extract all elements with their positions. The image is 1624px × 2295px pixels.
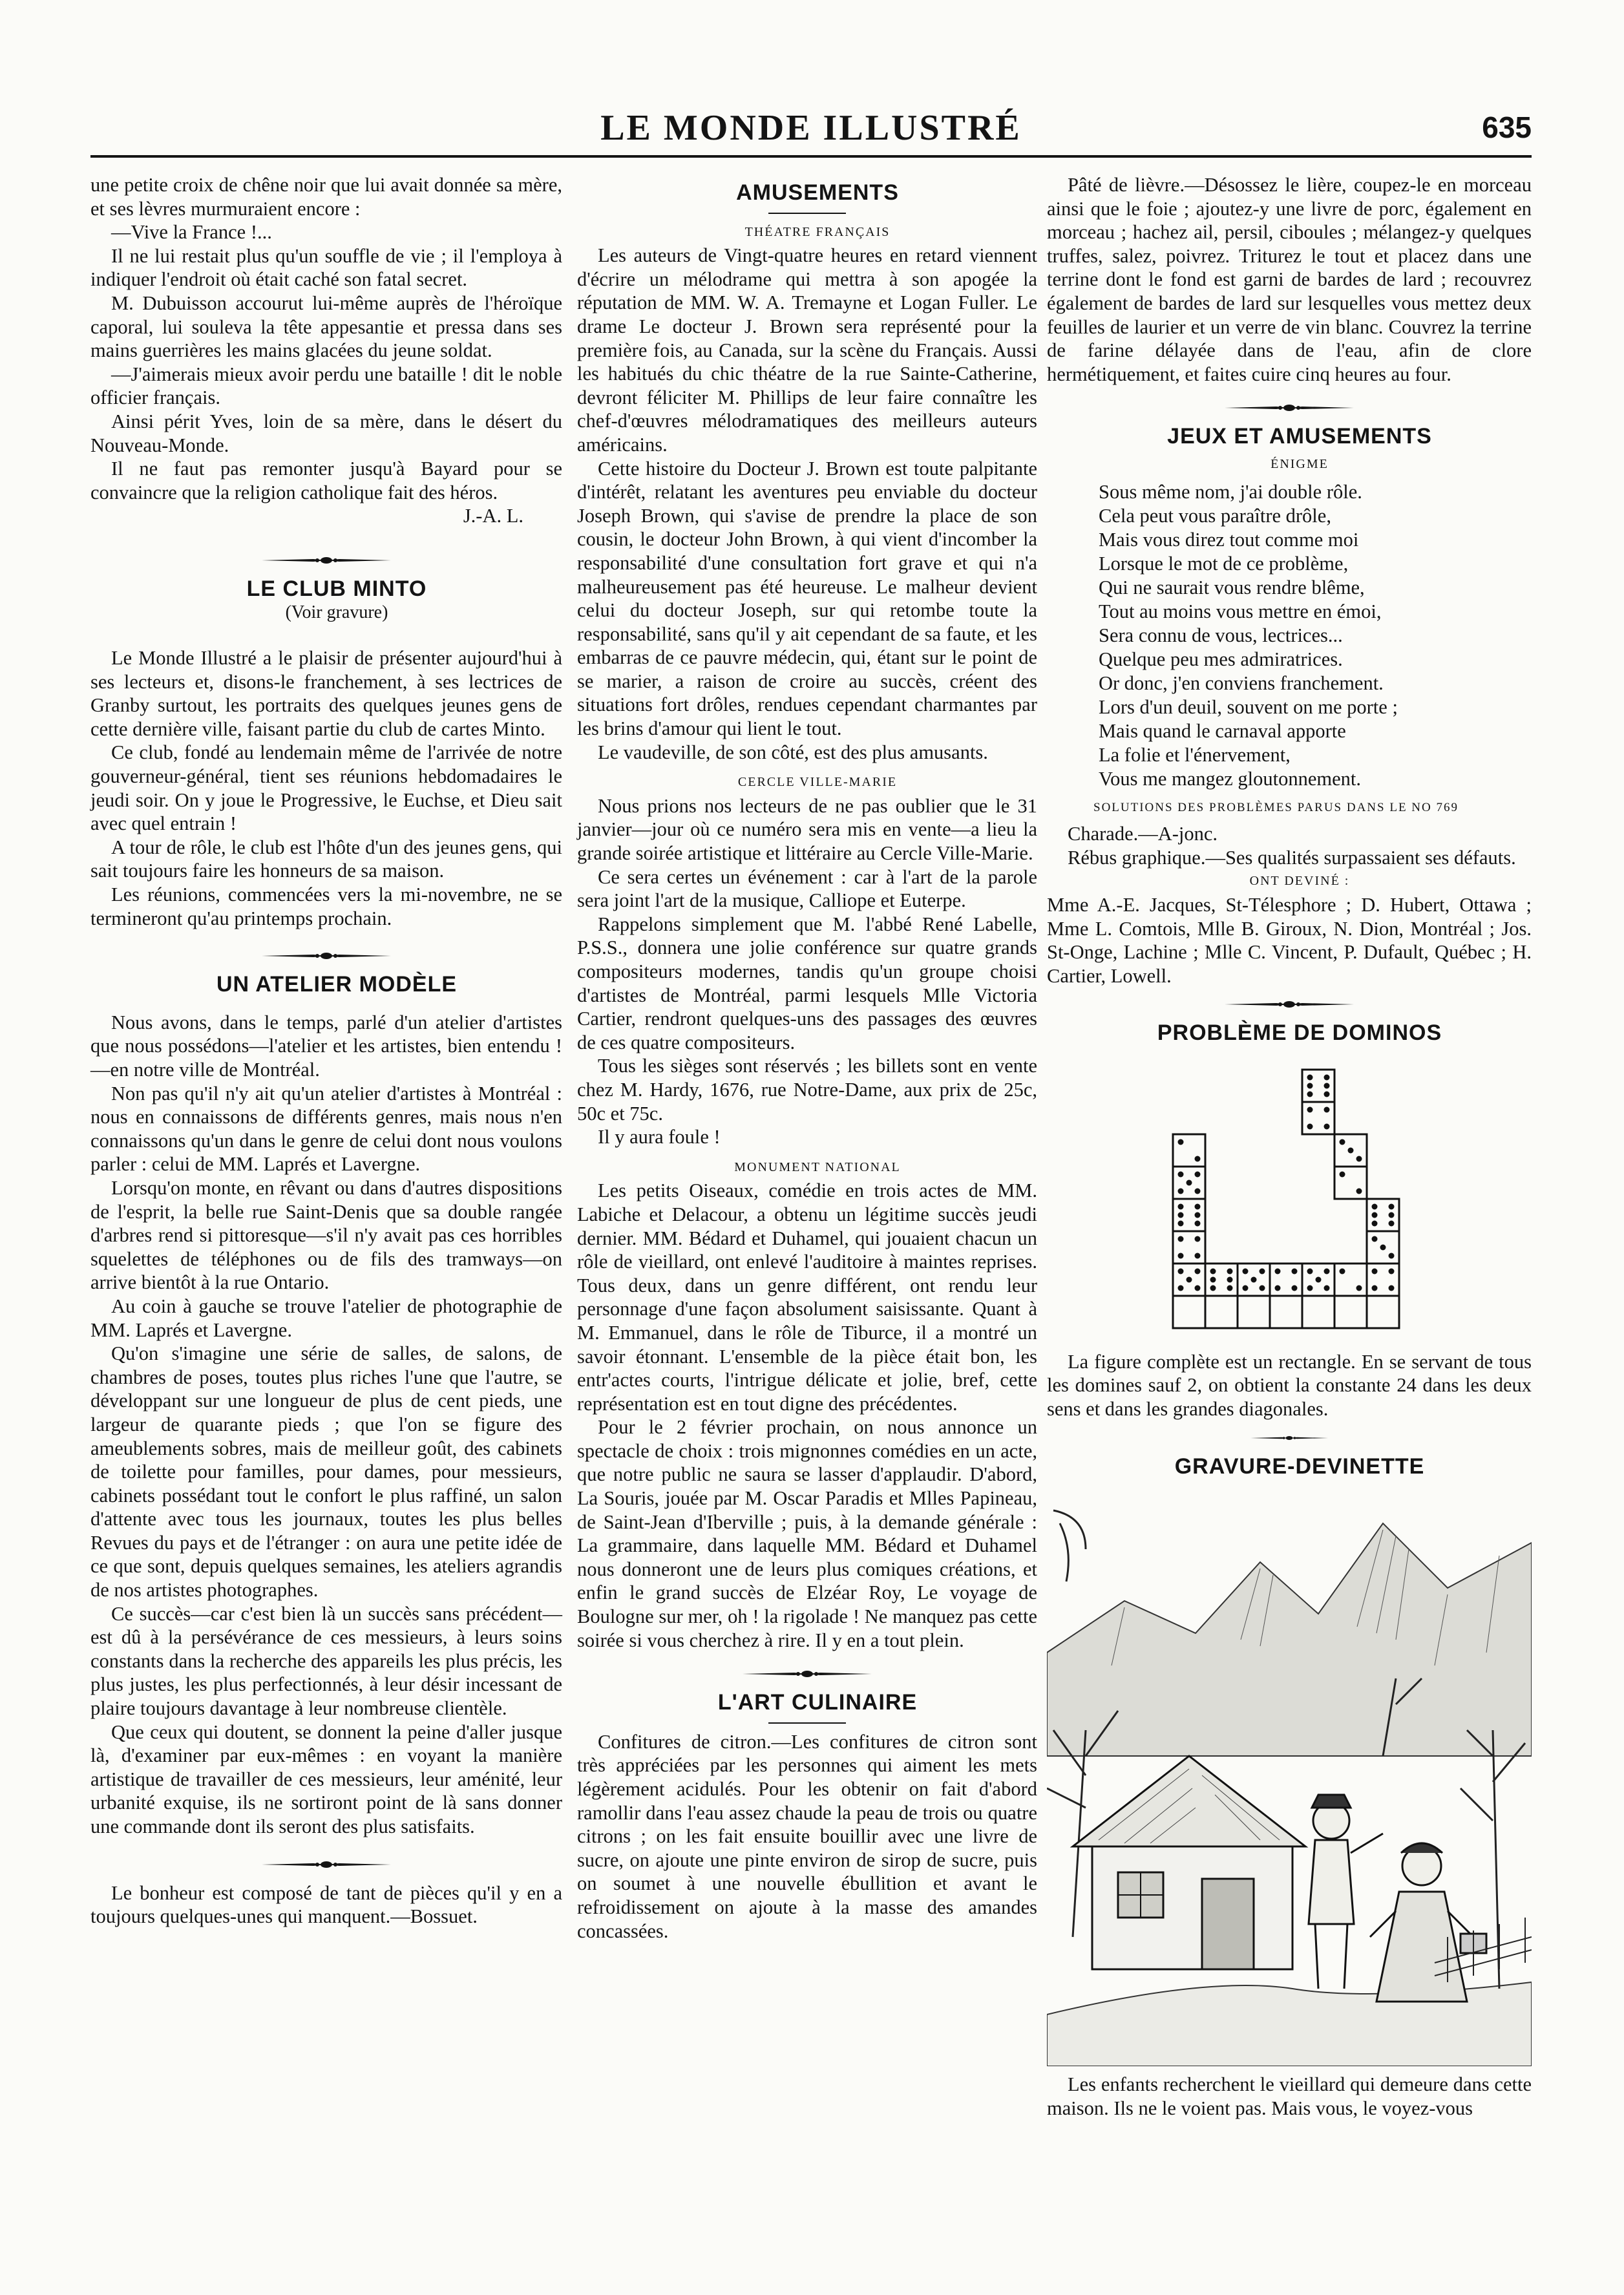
dominos-explanation: La figure complète est un rectangle. En se servant de tous les domines sauf 2, on obtient la constante 24 dans les deux sens et dans les grandes diagonales. bbox=[1047, 1350, 1532, 1421]
domino-pip bbox=[1195, 1171, 1201, 1177]
paragraph: M. Dubuisson accourut lui-même auprès de l'héroïque caporal, lui souleva la tête appesantie et pressa dans ses mains guerrières les mains glacées du jeune soldat. bbox=[90, 291, 562, 362]
poem-line: Lors d'un deuil, souvent on me porte ; bbox=[1099, 695, 1398, 718]
domino-pip bbox=[1340, 1171, 1345, 1177]
paragraph: Tous les sièges sont réservés ; les billets sont en vente chez M. Hardy, 1676, rue Notre-Dame, aux prix de 25c, 50c et 75c. bbox=[577, 1055, 1037, 1125]
paragraph: Ce succès—car c'est bien là un succès sans précédent—est dû à la persévérance de ces messieurs, à leurs soins constants dans la recherche des appareils les plus précis, les plus justes, les plus perfectionnés, à leur désir incessant de plaire toujours davantage à leur nombreuse clientèle. bbox=[90, 1602, 562, 1720]
domino-cell bbox=[1302, 1102, 1334, 1134]
domino-pip bbox=[1389, 1220, 1395, 1226]
paragraph: —Vive la France !... bbox=[111, 221, 272, 244]
subheading-theatre-francais: THÉATRE FRANÇAIS bbox=[744, 224, 891, 239]
paragraph: Les réunions, commencées vers la mi-novembre, ne se termineront qu'au printemps prochain. bbox=[90, 883, 562, 929]
domino-pip bbox=[1389, 1253, 1395, 1258]
domino-pip bbox=[1210, 1276, 1216, 1282]
paragraph: Pour le 2 février prochain, on nous annonce un spectacle de choix : trois mignonnes comédies en un acte, que notre public ne saura se lasser d'applaudir. D'abord, La Souris, jouée par M. Oscar Paradis et Mlles Papineau, de Saint-Jean d'Iberville ; puis, à la demande générale : La grammaire, dans laquelle MM. Bédard et Duhamel nous donneront une de leurs plus comiques créations, et enfin le grand succès de Elzéar Roy, Le voyage de Boulogne sur mer, oh ! la rigolade ! Ne manquez pas cette soirée si vous cherchez à rire. Il y en a tout plein. bbox=[577, 1416, 1037, 1651]
domino-pip bbox=[1307, 1106, 1313, 1112]
domino-pip bbox=[1178, 1236, 1184, 1242]
domino-pip bbox=[1324, 1106, 1330, 1112]
domino-pip bbox=[1316, 1276, 1322, 1282]
domino-pip bbox=[1178, 1212, 1184, 1218]
domino-pip bbox=[1307, 1123, 1313, 1129]
heading-art-culinaire: L'ART CULINAIRE bbox=[717, 1690, 918, 1715]
paragraph: Rappelons simplement que M. l'abbé René Labelle, P.S.S., donnera une jolie conférence sur quatre grands compositeurs modernes, tandis qu'un groupe choisi d'artistes de Montréal, parmi lesquels Mlle Victoria Cartier, rendront quelques-uns des passages des œuvres de ces quatre compositeurs. bbox=[577, 913, 1037, 1053]
domino-cell bbox=[1367, 1264, 1399, 1296]
ornament-divider bbox=[743, 1667, 872, 1680]
domino-pip bbox=[1324, 1285, 1330, 1291]
domino-cell bbox=[1334, 1167, 1367, 1199]
domino-pip bbox=[1178, 1220, 1184, 1226]
domino-pip bbox=[1186, 1276, 1192, 1282]
poem-line: Sera connu de vous, lectrices... bbox=[1099, 624, 1343, 646]
domino-pip bbox=[1307, 1091, 1313, 1097]
poem-line: Sous même nom, j'ai double rôle. bbox=[1099, 480, 1362, 503]
page-number: 635 bbox=[1482, 111, 1532, 144]
paragraph: A tour de rôle, le club est l'hôte d'un des jeunes gens, qui sait toujours faire les honneurs de sa maison. bbox=[90, 836, 562, 882]
domino-puzzle-figure bbox=[1160, 1057, 1418, 1341]
poem-line: Or donc, j'en conviens franchement. bbox=[1099, 672, 1384, 694]
domino-cell bbox=[1270, 1264, 1302, 1296]
heading-jeux-amusements: JEUX ET AMUSEMENTS bbox=[1167, 424, 1432, 449]
domino-cell bbox=[1238, 1296, 1270, 1328]
domino-pip bbox=[1389, 1268, 1395, 1274]
domino-pip bbox=[1324, 1083, 1330, 1088]
subheading-cercle-ville-marie: CERCLE VILLE-MARIE bbox=[737, 775, 898, 790]
domino-pip bbox=[1178, 1285, 1184, 1291]
poem-line: Lorsque le mot de ce problème, bbox=[1099, 552, 1349, 575]
rule bbox=[768, 1722, 846, 1724]
domino-cell bbox=[1173, 1231, 1205, 1264]
domino-pip bbox=[1292, 1285, 1298, 1291]
paragraph: Ce sera certes un événement : car à l'art de la parole sera joint l'art de la musique, Calliope et Euterpe. bbox=[577, 865, 1037, 912]
domino-pip bbox=[1195, 1268, 1201, 1274]
poem-line: Mais vous direz tout comme moi bbox=[1099, 528, 1359, 551]
domino-pip bbox=[1195, 1220, 1201, 1226]
paragraph: Les petits Oiseaux, comédie en trois actes de MM. Labiche et Delacour, a obtenu un légitime succès jeudi dernier. MM. Bédard et Duhamel, qui jouaient chacun un rôle de vieillard, ont enlevé l'auditoire à maintes reprises. Tous deux, dans un genre différent, ont rendu leur personnage d'une façon absolument saisissante. Quant à M. Emmanuel, dans le rôle de Tiburce, il a montré un savoir étonnant. L'ensemble de la pièce était bon, les entr'actes courts, l'intrigue délicate et jolie, bref, cette représentation est en tout digne des précédentes. bbox=[577, 1179, 1037, 1415]
ornament-divider bbox=[1225, 401, 1354, 414]
domino-pip bbox=[1210, 1285, 1216, 1291]
domino-pip bbox=[1372, 1220, 1378, 1226]
domino-pip bbox=[1178, 1188, 1184, 1194]
domino-pip bbox=[1348, 1147, 1354, 1153]
paragraph: Il y aura foule ! bbox=[598, 1126, 721, 1148]
recipe-confitures: Confitures de citron.—Les confitures de citron sont très appréciées par les personnes qui aiment les mets légèrement acidulés. Pour les obtenir on fait d'abord ramollir dans l'eau assez chaude la peau de trois ou quatre citrons ; on les fait ensuite bouillir avec une livre de sucre, on ajoute une pinte environ de sirop de sucre, puis on soumet à une nouvelle ébullition et avant le refroidissement on ajoute à la masse des amandes concassées. bbox=[577, 1730, 1037, 1942]
domino-cell bbox=[1173, 1134, 1205, 1167]
paragraph: Que ceux qui doutent, se donnent la peine d'aller jusque là, d'examiner par eux-mêmes : en voyant la manière artistique de travailler de ces messieurs, leur aménité, leur urbanité exquise, ils ne sortiront point de là sans donner une commande dont ils seront des plus satisfaits. bbox=[90, 1720, 562, 1837]
domino-pip bbox=[1195, 1203, 1201, 1209]
domino-cell bbox=[1367, 1296, 1399, 1328]
ornament-divider bbox=[262, 949, 391, 962]
domino-pip bbox=[1178, 1139, 1184, 1145]
paragraph: Les auteurs de Vingt-quatre heures en retard viennent d'écrire un mélodrame qui mettra à son apogée la réputation de MM. W. A. Tremayne et Logan Fuller. Le drame Le docteur J. Brown sera représenté pour la première fois, au Canada, sur la scène du Français. Aussi les habitués du chic théatre de la rue Sainte-Catherine, devront féliciter M. Phillips de leur faire connaître les chef-d'œuvres mélodramatiques des meilleurs auteurs américains. bbox=[577, 244, 1037, 456]
domino-pip bbox=[1195, 1212, 1201, 1218]
ornament-divider bbox=[1225, 998, 1354, 1011]
domino-pip bbox=[1275, 1285, 1281, 1291]
domino-pip bbox=[1372, 1268, 1378, 1274]
ornament-divider bbox=[1250, 1432, 1328, 1444]
poem-line: Quelque peu mes admiratrices. bbox=[1099, 648, 1343, 670]
solutions-heading: SOLUTIONS DES PROBLÈMES PARUS DANS LE NO 769 bbox=[1093, 800, 1459, 814]
paragraph: Lorsqu'on monte, en rêvant ou dans d'autres dispositions de l'esprit, la belle rue Saint-Denis que sa double rangée d'arbres rend si pittoresque—s'il n'y avait pas ces horribles squelettes de téléphones ou de fils des tramways—on arrive bientôt à la rue Ontario. bbox=[90, 1176, 562, 1294]
ornament-divider bbox=[262, 1858, 391, 1871]
domino-pip bbox=[1251, 1276, 1257, 1282]
enigme-poem bbox=[1099, 480, 1532, 791]
domino-pip bbox=[1324, 1123, 1330, 1129]
domino-pip bbox=[1243, 1268, 1249, 1274]
poem-line: La folie et l'énervement, bbox=[1099, 743, 1291, 766]
rule bbox=[768, 213, 846, 214]
paragraph: Il ne lui restait plus qu'un souffle de vie ; il l'employa à indiquer l'endroit où était caché son fatal secret. bbox=[90, 244, 562, 291]
closing-quote: Le bonheur est composé de tant de pièces qu'il y en a toujours quelques-unes qui manquent.—Bossuet. bbox=[90, 1881, 562, 1928]
domino-pip bbox=[1178, 1171, 1184, 1177]
domino-pip bbox=[1178, 1268, 1184, 1274]
domino-pip bbox=[1227, 1285, 1233, 1291]
ont-devine-heading: ONT DEVINÉ : bbox=[1249, 874, 1350, 889]
domino-pip bbox=[1307, 1285, 1313, 1291]
domino-pip bbox=[1372, 1203, 1378, 1209]
domino-pip bbox=[1340, 1268, 1345, 1274]
domino-pip bbox=[1260, 1285, 1265, 1291]
domino-pip bbox=[1178, 1253, 1184, 1258]
domino-pip bbox=[1186, 1179, 1192, 1185]
domino-pip bbox=[1372, 1285, 1378, 1291]
solution-charade: Charade.—A-jonc. bbox=[1068, 823, 1218, 845]
story-continuation: une petite croix de chêne noir que lui avait donnée sa mère, et ses lèvres murmuraient encore : bbox=[90, 174, 562, 220]
domino-pip bbox=[1275, 1268, 1281, 1274]
domino-pip bbox=[1324, 1091, 1330, 1097]
domino-cell bbox=[1334, 1296, 1367, 1328]
gravure-caption: Les enfants recherchent le vieillard qui demeure dans cette maison. Ils ne le voient pas. Mais vous, le voyez-vous bbox=[1047, 2073, 1532, 2119]
puzzle-engraving-illustration bbox=[1047, 1485, 1532, 2066]
domino-pip bbox=[1340, 1139, 1345, 1145]
poem-line: Vous me mangez gloutonnement. bbox=[1099, 767, 1362, 790]
column-left bbox=[90, 173, 562, 1929]
domino-cell bbox=[1270, 1296, 1302, 1328]
newspaper-title: LE MONDE ILLUSTRÉ bbox=[600, 108, 1022, 148]
domino-cell bbox=[1173, 1296, 1205, 1328]
domino-pip bbox=[1356, 1188, 1362, 1194]
poem-line: Cela peut vous paraître drôle, bbox=[1099, 504, 1331, 527]
subheading-monument-national: MONUMENT NATIONAL bbox=[734, 1159, 901, 1174]
heading-amusements: AMUSEMENTS bbox=[736, 180, 899, 205]
domino-pip bbox=[1195, 1156, 1201, 1161]
paragraph: Au coin à gauche se trouve l'atelier de photographie de MM. Laprés et Lavergne. bbox=[90, 1295, 562, 1341]
domino-pip bbox=[1389, 1285, 1395, 1291]
domino-pip bbox=[1324, 1268, 1330, 1274]
domino-cell bbox=[1302, 1296, 1334, 1328]
domino-pip bbox=[1307, 1268, 1313, 1274]
domino-pip bbox=[1195, 1253, 1201, 1258]
domino-pip bbox=[1227, 1276, 1233, 1282]
heading-probleme-dominos: PROBLÈME DE DOMINOS bbox=[1157, 1021, 1442, 1046]
paragraph: Non pas qu'il n'y ait qu'un atelier d'artistes à Montréal : nous en connaissons de différents genres, mais nous n'en connaissons qu'un dans le genre de celui dont nous voulons parler : celui de MM. Laprés et Lavergne. bbox=[90, 1082, 562, 1176]
domino-pip bbox=[1292, 1268, 1298, 1274]
domino-cell bbox=[1334, 1264, 1367, 1296]
domino-pip bbox=[1195, 1285, 1201, 1291]
domino-pip bbox=[1324, 1074, 1330, 1080]
domino-pip bbox=[1389, 1203, 1395, 1209]
paragraph: Ce club, fondé au lendemain même de l'arrivée de notre gouverneur-général, tient ses réunions hebdomadaires le jeudi soir. On y joue le Progressive, le Euchse, et Dieu sait avec quel entrain ! bbox=[90, 741, 562, 835]
paragraph: Cette histoire du Docteur J. Brown est toute palpitante d'intérêt, relatant les aventures peu enviable du docteur Joseph Brown, qui s'avise de prendre la place de son cousin, le docteur John Brown, à qui vient d'incomber la responsabilité d'une consultation fort grave et qui n'a malheureusement pas été heureuse. Le malheur devient celui du docteur Joseph, sur qui retombe toute la responsabilité, sans qu'il y ait cependant de sa faute, et les embarras de ce pauvre médecin, qui, étant sur le point de se marier, a raison de croire au succès, créent des situations fort drôles, rendues cependant charmantes par les brins d'amour qui lient le tout. bbox=[577, 457, 1037, 740]
author-signature: J.-A. L. bbox=[463, 505, 523, 527]
paragraph: Qu'on s'imagine une série de salles, de salons, de chambres de poses, toutes plus riches l'une que l'autre, se développant sur une longueur de plus de cent pieds, une largeur de quarante pieds ; que l'on se figure des ameublements sobres, mais de meilleur goût, des cabinets de toilette pour familles, pour dames, pour messieurs, cabinets possédant tout le confort le plus raffiné, un salon d'attente avec tous les journaux, toutes les plus belles Revues du pays et de l'étranger : on aura une petite idée de ce que sont, depuis quelques semaines, les ateliers agrandis de nos artistes photographes. bbox=[90, 1342, 562, 1602]
paragraph: Le Monde Illustré a le plaisir de présenter aujourd'hui à ses lecteurs et, disons-le franchement, à ses lectrices de Granby surtout, les portraits des quelques jeunes gens de cette dernière ville, faisant partie du club de cartes Minto. bbox=[90, 647, 562, 740]
paragraph: Nous avons, dans le temps, parlé d'un atelier d'artistes que nous possédons—l'atelier et les artistes, bien entendu !—en notre ville de Montréal. bbox=[90, 1011, 562, 1081]
paragraph: Le vaudeville, de son côté, est des plus amusants. bbox=[598, 741, 988, 763]
paragraph: Il ne faut pas remonter jusqu'à Bayard pour se convaincre que la religion catholique fait des héros. bbox=[90, 458, 562, 503]
domino-pip bbox=[1195, 1236, 1201, 1242]
domino-pip bbox=[1178, 1203, 1184, 1209]
column-right bbox=[1047, 173, 1532, 2120]
poem-line: Qui ne saurait vous rendre blême, bbox=[1099, 576, 1365, 598]
solution-rebus: Rébus graphique.—Ses qualités surpassaient ses défauts. bbox=[1068, 846, 1516, 869]
domino-cell bbox=[1205, 1296, 1238, 1328]
domino-pip bbox=[1372, 1212, 1378, 1218]
column-middle bbox=[577, 173, 1037, 1943]
heading-gravure-devinette: GRAVURE-DEVINETTE bbox=[1174, 1454, 1425, 1479]
domino-pip bbox=[1227, 1268, 1233, 1274]
subheading-enigme: ÉNIGME bbox=[1271, 456, 1329, 471]
domino-pip bbox=[1243, 1285, 1249, 1291]
domino-pip bbox=[1356, 1285, 1362, 1291]
domino-pip bbox=[1307, 1083, 1313, 1088]
heading-atelier-modele: UN ATELIER MODÈLE bbox=[216, 972, 458, 997]
recipe-pate-lievre: Pâté de lièvre.—Désossez le lière, coupez-le en morceau ainsi que le foie ; ajoutez-y une livre de porc, également en morceau ; hachez ail, persil, ciboules ; mélangez-y quelques truffes, salez, poivrez. Triturez le tout et placez dans une terrine dont le fond est garni de bardes de lard ; recouvrez également de bardes de lard sur lesquelles vous mettez deux feuilles de laurier et un verre de vin blanc. Couvrez la terrine de farine délayée dans de l'eau, afin de clore hermétiquement, et faites cuire cinq heures au four. bbox=[1047, 174, 1532, 385]
domino-pip bbox=[1380, 1244, 1386, 1250]
ont-devine-list: Mme A.-E. Jacques, St-Télesphore ; D. Hubert, Ottawa ; Mme L. Comtois, Mlle B. Giroux, N. Dion, Montréal ; Jos. St-Onge, Lachine ; Mlle C. Vincent, P. Dufault, Québec ; H. Cartier, Lowell. bbox=[1047, 893, 1532, 987]
paragraph: Nous prions nos lecteurs de ne pas oublier que le 31 janvier—jour où ce numéro sera mis en vente—a lieu la grande soirée artistique et littéraire au Cercle Ville-Marie. bbox=[577, 794, 1037, 865]
paragraph: —J'aimerais mieux avoir perdu une bataille ! dit le noble officier français. bbox=[90, 363, 562, 409]
domino-pip bbox=[1356, 1156, 1362, 1161]
domino-pip bbox=[1389, 1212, 1395, 1218]
domino-pip bbox=[1260, 1268, 1265, 1274]
subheading-voir-gravure: (Voir gravure) bbox=[285, 602, 388, 622]
poem-line: Mais quand le carnaval apporte bbox=[1099, 719, 1346, 742]
domino-pip bbox=[1372, 1236, 1378, 1242]
domino-pip bbox=[1210, 1268, 1216, 1274]
paragraph: Ainsi périt Yves, loin de sa mère, dans le désert du Nouveau-Monde. bbox=[90, 410, 562, 456]
masthead bbox=[90, 103, 1532, 158]
ornament-divider bbox=[262, 554, 391, 567]
domino-pip bbox=[1307, 1074, 1313, 1080]
poem-line: Tout au moins vous mettre en émoi, bbox=[1099, 600, 1382, 622]
domino-pip bbox=[1195, 1188, 1201, 1194]
heading-club-minto: LE CLUB MINTO bbox=[246, 576, 427, 601]
